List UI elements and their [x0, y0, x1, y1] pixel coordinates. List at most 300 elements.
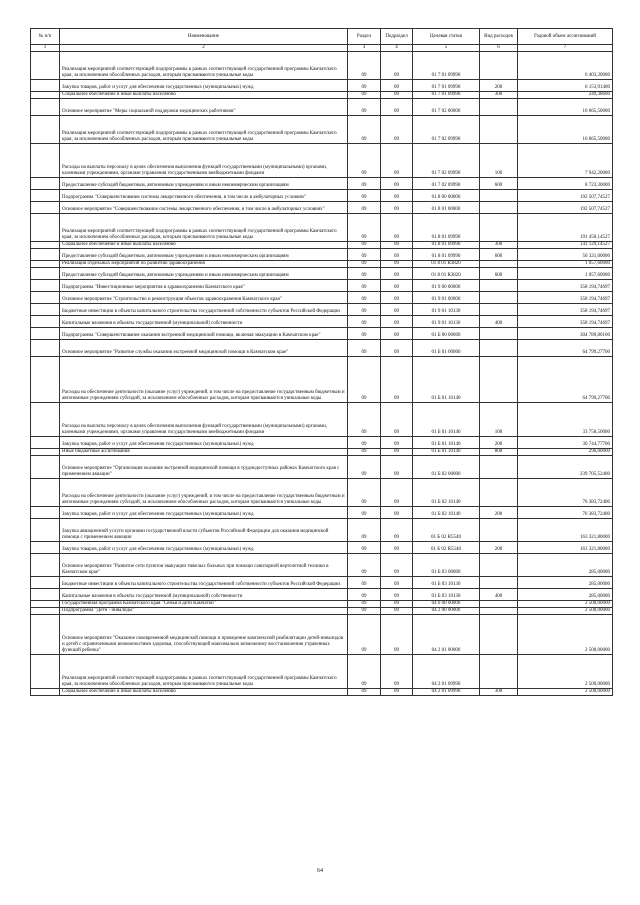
row-expense-type-cell: 600: [480, 268, 518, 280]
row-name-cell: Закупка товаров, работ и услуг для обеспечения государственных (муниципальных) нужд: [60, 80, 348, 92]
row-target-cell: 01 Б 02 R5540: [413, 519, 480, 542]
row-expense-type-cell: [480, 280, 518, 292]
row-number-cell: [31, 292, 60, 304]
row-target-cell: 01 8 01 00000: [413, 202, 480, 214]
row-name-cell: Социальное обеспечение и иные выплаты населению: [60, 242, 348, 249]
row-name-cell: Основное мероприятие "Совершенствование системы лекарственного обеспечения, в том числе в амбулаторных условиях": [60, 202, 348, 214]
row-amount-cell: 358 194,74697: [518, 292, 613, 304]
row-expense-type-cell: 400: [480, 589, 518, 601]
row-expense-type-cell: 200: [480, 507, 518, 519]
row-amount-cell: 76 383,72400: [518, 479, 613, 507]
row-target-cell: 01 8 01 09990: [413, 214, 480, 242]
row-name-cell: Государственная программа Камчатского края "Семья и дети Камчатки": [60, 601, 348, 608]
row-target-cell: 01 7 01 09990: [413, 52, 480, 80]
row-name-cell: Расходы на обеспечение деятельности (оказание услуг) учреждений, в том числе на предоставление государственным бюджетным и автономным учреждениям субсидий, за исключением обособленных расходов, которым присваиваются уникальные коды: [60, 357, 348, 403]
index-cell: 6: [480, 45, 518, 52]
row-name-cell: Основное мероприятие "Развитие службы оказания экстренной медицинской помощи в Камчатском крае": [60, 340, 348, 357]
row-razdel-cell: 09: [348, 178, 381, 190]
table-row: [31, 316, 613, 328]
row-number-cell: [31, 403, 60, 437]
row-expense-type-cell: [480, 479, 518, 507]
row-podrazdel-cell: 09: [381, 214, 413, 242]
table-row: [31, 280, 613, 292]
row-name-cell: Реализация мероприятий соответствующей подпрограммы в рамках соответствующей государственной программы Камчатского края, за исключением обособленных расходов, которым присваиваются уникальные коды: [60, 52, 348, 80]
row-amount-cell: 358 194,74697: [518, 316, 613, 328]
row-number-cell: [31, 615, 60, 655]
row-target-cell: 01 Б 03 00000: [413, 554, 480, 577]
row-amount-cell: 6 403,30000: [518, 52, 613, 80]
table-row: [31, 456, 613, 479]
row-razdel-cell: 09: [348, 507, 381, 519]
row-razdel-cell: 09: [348, 304, 381, 316]
row-razdel-cell: 09: [348, 437, 381, 449]
table-row: [31, 249, 613, 261]
row-razdel-cell: 09: [348, 92, 381, 99]
row-amount-cell: 1 057,60000: [518, 261, 613, 268]
row-podrazdel-cell: 09: [381, 542, 413, 554]
row-name-cell: Предоставление субсидий бюджетным, автономным учреждениям и иным некоммерческим организациям: [60, 178, 348, 190]
row-target-cell: 01 Б 02 10140: [413, 479, 480, 507]
row-number-cell: [31, 479, 60, 507]
row-razdel-cell: 09: [348, 601, 381, 608]
table-row: [31, 437, 613, 449]
row-target-cell: 04 2 01 09990: [413, 689, 480, 696]
row-expense-type-cell: 300: [480, 92, 518, 99]
row-number-cell: [31, 577, 60, 589]
index-cell: 1: [31, 45, 60, 52]
row-name-cell: Основное мероприятие "Строительство и реконструкция объектов здравоохранения Камчатского края": [60, 292, 348, 304]
row-podrazdel-cell: 09: [381, 242, 413, 249]
row-podrazdel-cell: 09: [381, 403, 413, 437]
row-razdel-cell: 09: [348, 589, 381, 601]
table-row: [31, 340, 613, 357]
row-number-cell: [31, 178, 60, 190]
row-razdel-cell: 09: [348, 80, 381, 92]
row-name-cell: Расходы на выплаты персоналу в целях обеспечения выполнения функций государственными (муниципальными) органами, казенными учреждениями, органами управления государственными внебюджетными фондами: [60, 144, 348, 178]
row-number-cell: [31, 449, 60, 456]
row-amount-cell: 163 321,80000: [518, 519, 613, 542]
row-expense-type-cell: [480, 601, 518, 608]
row-razdel-cell: 09: [348, 268, 381, 280]
row-target-cell: 01 8 01 R3820: [413, 261, 480, 268]
row-expense-type-cell: [480, 655, 518, 689]
row-target-cell: 01 Б 00 00000: [413, 328, 480, 340]
row-expense-type-cell: [480, 261, 518, 268]
row-podrazdel-cell: 09: [381, 689, 413, 696]
row-target-cell: 01 7 02 00000: [413, 99, 480, 116]
row-expense-type-cell: 300: [480, 242, 518, 249]
row-amount-cell: 285,00000: [518, 577, 613, 589]
row-target-cell: 01 Б 01 10140: [413, 449, 480, 456]
table-row: [31, 144, 613, 178]
table-row: [31, 615, 613, 655]
row-name-cell: Предоставление субсидий бюджетным, автономным учреждениям и иным некоммерческим организациям: [60, 268, 348, 280]
row-razdel-cell: 09: [348, 261, 381, 268]
row-podrazdel-cell: 09: [381, 615, 413, 655]
row-razdel-cell: 09: [348, 519, 381, 542]
row-number-cell: [31, 340, 60, 357]
row-name-cell: Основное мероприятие "Развитие сети пунктов эвакуации тяжелых больных при помощи санитарной вертолетной техники в Камчатском крае": [60, 554, 348, 577]
table-row: [31, 92, 613, 99]
row-number-cell: [31, 437, 60, 449]
row-razdel-cell: 09: [348, 280, 381, 292]
row-name-cell: Подпрограмма "Совершенствование системы лекарственного обеспечения, в том числе в амбулаторных условиях": [60, 190, 348, 202]
row-number-cell: [31, 190, 60, 202]
row-number-cell: [31, 519, 60, 542]
row-razdel-cell: 09: [348, 608, 381, 615]
row-expense-type-cell: [480, 615, 518, 655]
row-target-cell: 04 2 01 00000: [413, 615, 480, 655]
row-expense-type-cell: 100: [480, 403, 518, 437]
row-podrazdel-cell: 09: [381, 316, 413, 328]
row-expense-type-cell: [480, 116, 518, 144]
row-number-cell: [31, 608, 60, 615]
row-name-cell: Реализация мероприятий соответствующей подпрограммы в рамках соответствующей государственной программы Камчатского края, за исключением обособленных расходов, которым присваиваются уникальные коды: [60, 116, 348, 144]
row-razdel-cell: 09: [348, 328, 381, 340]
row-name-cell: Подпрограмма "Дети - инвалиды": [60, 608, 348, 615]
row-expense-type-cell: 300: [480, 689, 518, 696]
row-razdel-cell: 09: [348, 456, 381, 479]
row-amount-cell: 1 057,60000: [518, 268, 613, 280]
row-podrazdel-cell: 09: [381, 304, 413, 316]
table-row: [31, 689, 613, 696]
row-name-cell: Реализация мероприятий соответствующей подпрограммы в рамках соответствующей государственной программы Камчатского края, за исключением обособленных расходов, которым присваиваются уникальные коды: [60, 655, 348, 689]
row-target-cell: 04 0 00 00000: [413, 601, 480, 608]
row-amount-cell: 358 194,74697: [518, 304, 613, 316]
row-amount-cell: 191 450,14527: [518, 214, 613, 242]
row-number-cell: [31, 242, 60, 249]
table-row: [31, 328, 613, 340]
row-expense-type-cell: 600: [480, 178, 518, 190]
row-number-cell: [31, 304, 60, 316]
row-expense-type-cell: 200: [480, 437, 518, 449]
row-amount-cell: 141 129,14527: [518, 242, 613, 249]
row-target-cell: 01 Б 02 10140: [413, 507, 480, 519]
row-name-cell: Реализация мероприятий соответствующей подпрограммы в рамках соответствующей государственной программы Камчатского края, за исключением обособленных расходов, которым присваиваются уникальные коды: [60, 214, 348, 242]
row-name-cell: Основное мероприятие "Организация оказания экстренной медицинской помощи в труднодоступных районах Камчатского края с применением авиации": [60, 456, 348, 479]
row-amount-cell: 33 758,50000: [518, 403, 613, 437]
row-name-cell: Основное мероприятие "Оказание своевременной медицинской помощи и проведение комплексной реабилитации детей-инвалидов и детей с ограниченными возможностями здоровья, способствующей максимально возможному восстановлению утраченных функций ребенка": [60, 615, 348, 655]
row-razdel-cell: 09: [348, 479, 381, 507]
row-amount-cell: 304 789,80100: [518, 328, 613, 340]
row-number-cell: [31, 92, 60, 99]
row-expense-type-cell: [480, 340, 518, 357]
row-number-cell: [31, 589, 60, 601]
row-amount-cell: 50 321,00000: [518, 249, 613, 261]
row-target-cell: 01 Б 01 00000: [413, 340, 480, 357]
row-podrazdel-cell: 09: [381, 280, 413, 292]
row-razdel-cell: 09: [348, 449, 381, 456]
row-podrazdel-cell: 09: [381, 99, 413, 116]
row-razdel-cell: 09: [348, 242, 381, 249]
row-target-cell: 01 9 00 00000: [413, 280, 480, 292]
row-podrazdel-cell: 09: [381, 608, 413, 615]
row-amount-cell: 239 705,52400: [518, 456, 613, 479]
row-target-cell: 01 8 00 00000: [413, 190, 480, 202]
row-target-cell: 01 9 01 10130: [413, 304, 480, 316]
table-row: [31, 577, 613, 589]
row-name-cell: Капитальные вложения в объекты государственной (муниципальной) собственности: [60, 316, 348, 328]
row-podrazdel-cell: 09: [381, 589, 413, 601]
row-podrazdel-cell: 09: [381, 144, 413, 178]
row-podrazdel-cell: 09: [381, 519, 413, 542]
row-name-cell: Реализация отдельных мероприятий по развитию здравоохранения: [60, 261, 348, 268]
table-row: [31, 403, 613, 437]
index-cell: 5: [413, 45, 480, 52]
table-row: [31, 242, 613, 249]
table-row: [31, 99, 613, 116]
header-cell-razdel: Раздел: [348, 29, 381, 45]
row-podrazdel-cell: 09: [381, 178, 413, 190]
column-index-row: [31, 45, 613, 52]
budget-table: [30, 28, 613, 696]
header-cell-podrazdel: Подраздел: [381, 29, 413, 45]
table-row: [31, 268, 613, 280]
row-razdel-cell: 09: [348, 144, 381, 178]
table-row: [31, 80, 613, 92]
index-cell: 4: [381, 45, 413, 52]
row-name-cell: Расходы на выплаты персоналу в целях обеспечения выполнения функций государственными (муниципальными) органами, казенными учреждениями, органами управления государственными внебюджетными фондами: [60, 403, 348, 437]
row-razdel-cell: 09: [348, 554, 381, 577]
table-row: [31, 655, 613, 689]
row-expense-type-cell: [480, 554, 518, 577]
table-row: [31, 261, 613, 268]
row-number-cell: [31, 328, 60, 340]
row-podrazdel-cell: 09: [381, 554, 413, 577]
row-name-cell: Подпрограмма "Инвестиционные мероприятия в здравоохранении Камчатского края": [60, 280, 348, 292]
row-podrazdel-cell: 09: [381, 456, 413, 479]
row-razdel-cell: 09: [348, 577, 381, 589]
row-podrazdel-cell: 09: [381, 357, 413, 403]
row-number-cell: [31, 456, 60, 479]
index-cell: 3: [348, 45, 381, 52]
row-target-cell: 01 7 02 09990: [413, 116, 480, 144]
row-number-cell: [31, 689, 60, 696]
row-razdel-cell: 09: [348, 655, 381, 689]
row-podrazdel-cell: 09: [381, 261, 413, 268]
row-podrazdel-cell: 09: [381, 340, 413, 357]
header-cell-number: № п/п: [31, 29, 60, 45]
row-amount-cell: 8 723,30000: [518, 178, 613, 190]
row-podrazdel-cell: 09: [381, 292, 413, 304]
row-expense-type-cell: [480, 190, 518, 202]
row-number-cell: [31, 261, 60, 268]
row-amount-cell: 192 507,74527: [518, 202, 613, 214]
row-target-cell: 01 Б 03 10130: [413, 577, 480, 589]
table-row: [31, 601, 613, 608]
row-target-cell: 01 Б 01 10140: [413, 357, 480, 403]
row-expense-type-cell: [480, 519, 518, 542]
row-target-cell: 01 Б 02 00000: [413, 456, 480, 479]
row-target-cell: 01 7 01 09990: [413, 92, 480, 99]
row-expense-type-cell: [480, 202, 518, 214]
row-amount-cell: 64 799,27700: [518, 340, 613, 357]
row-target-cell: 04 2 00 00000: [413, 608, 480, 615]
row-name-cell: Подпрограмма "Совершенствование оказания экстренной медицинской помощи, включая эвакуацию в Камчатском крае": [60, 328, 348, 340]
row-podrazdel-cell: 09: [381, 190, 413, 202]
row-razdel-cell: 09: [348, 403, 381, 437]
row-number-cell: [31, 99, 60, 116]
row-podrazdel-cell: 09: [381, 577, 413, 589]
row-amount-cell: 249,38600: [518, 92, 613, 99]
row-target-cell: 01 7 02 09990: [413, 144, 480, 178]
row-expense-type-cell: [480, 328, 518, 340]
index-cell: 7: [518, 45, 613, 52]
header-cell-target: Целевая статья: [413, 29, 480, 45]
row-number-cell: [31, 316, 60, 328]
row-number-cell: [31, 357, 60, 403]
row-target-cell: 01 8 01 09990: [413, 242, 480, 249]
row-name-cell: Закупка авиационной услуги органами государственной власти субъектов Российской Федерации для оказания медицинской помощи с применением авиации: [60, 519, 348, 542]
row-razdel-cell: 09: [348, 340, 381, 357]
row-razdel-cell: 09: [348, 190, 381, 202]
row-amount-cell: 16 665,50000: [518, 99, 613, 116]
table-row: [31, 479, 613, 507]
table-row: [31, 608, 613, 615]
row-expense-type-cell: 600: [480, 249, 518, 261]
row-amount-cell: 16 665,50000: [518, 116, 613, 144]
row-razdel-cell: 09: [348, 316, 381, 328]
row-number-cell: [31, 214, 60, 242]
row-expense-type-cell: 200: [480, 80, 518, 92]
row-amount-cell: 2 500,00000: [518, 689, 613, 696]
row-expense-type-cell: 800: [480, 449, 518, 456]
row-amount-cell: 2 500,00000: [518, 615, 613, 655]
row-razdel-cell: 09: [348, 357, 381, 403]
row-name-cell: Бюджетные инвестиции в объекты капитального строительства государственной собственности субъектов Российской Федерации: [60, 577, 348, 589]
row-target-cell: 01 Б 02 R5540: [413, 542, 480, 554]
row-amount-cell: 2 500,00000: [518, 608, 613, 615]
row-name-cell: Основное мероприятие "Меры социальной поддержки медицинских работников": [60, 99, 348, 116]
row-number-cell: [31, 542, 60, 554]
row-number-cell: [31, 280, 60, 292]
row-expense-type-cell: 400: [480, 316, 518, 328]
table-row: [31, 190, 613, 202]
row-target-cell: 01 8 01 R3820: [413, 268, 480, 280]
row-target-cell: 01 Б 01 10140: [413, 403, 480, 437]
row-number-cell: [31, 202, 60, 214]
row-name-cell: Расходы на обеспечение деятельности (оказание услуг) учреждений, в том числе на предоставление государственным бюджетным и автономным учреждениям субсидий, за исключением обособленных расходов, которым присваиваются уникальные коды: [60, 479, 348, 507]
row-razdel-cell: 09: [348, 99, 381, 116]
row-amount-cell: 76 383,72400: [518, 507, 613, 519]
row-number-cell: [31, 655, 60, 689]
row-target-cell: 01 Б 01 10140: [413, 437, 480, 449]
budget-table-page: [30, 28, 612, 696]
table-row: [31, 507, 613, 519]
table-row: [31, 589, 613, 601]
row-expense-type-cell: 200: [480, 542, 518, 554]
row-name-cell: Закупка товаров, работ и услуг для обеспечения государственных (муниципальных) нужд: [60, 437, 348, 449]
row-number-cell: [31, 80, 60, 92]
row-amount-cell: 6 153,91400: [518, 80, 613, 92]
row-razdel-cell: 09: [348, 615, 381, 655]
row-podrazdel-cell: 09: [381, 249, 413, 261]
row-expense-type-cell: [480, 304, 518, 316]
row-podrazdel-cell: 09: [381, 449, 413, 456]
row-number-cell: [31, 52, 60, 80]
row-podrazdel-cell: 09: [381, 116, 413, 144]
row-name-cell: Социальное обеспечение и иные выплаты населению: [60, 92, 348, 99]
row-name-cell: Закупка товаров, работ и услуг для обеспечения государственных (муниципальных) нужд: [60, 507, 348, 519]
header-row: [31, 29, 613, 45]
row-amount-cell: 2 500,00000: [518, 655, 613, 689]
row-target-cell: 01 7 01 09990: [413, 80, 480, 92]
row-amount-cell: 30 744,77700: [518, 437, 613, 449]
table-row: [31, 116, 613, 144]
table-row: [31, 542, 613, 554]
row-amount-cell: 285,00000: [518, 554, 613, 577]
row-podrazdel-cell: 09: [381, 437, 413, 449]
row-number-cell: [31, 507, 60, 519]
row-expense-type-cell: [480, 214, 518, 242]
row-expense-type-cell: [480, 52, 518, 80]
row-razdel-cell: 09: [348, 542, 381, 554]
row-name-cell: Иные бюджетные ассигнования: [60, 449, 348, 456]
row-amount-cell: 163 321,80000: [518, 542, 613, 554]
row-razdel-cell: 09: [348, 202, 381, 214]
page-number: 64: [317, 868, 323, 874]
row-amount-cell: 296,00000: [518, 449, 613, 456]
row-amount-cell: 2 500,00000: [518, 601, 613, 608]
row-razdel-cell: 09: [348, 689, 381, 696]
row-expense-type-cell: [480, 608, 518, 615]
row-expense-type-cell: [480, 577, 518, 589]
row-amount-cell: 285,00000: [518, 589, 613, 601]
row-number-cell: [31, 249, 60, 261]
row-razdel-cell: 09: [348, 214, 381, 242]
row-expense-type-cell: [480, 456, 518, 479]
row-razdel-cell: 09: [348, 292, 381, 304]
row-target-cell: 04 2 01 09990: [413, 655, 480, 689]
row-podrazdel-cell: 09: [381, 328, 413, 340]
row-target-cell: 01 8 01 09990: [413, 249, 480, 261]
row-razdel-cell: 09: [348, 249, 381, 261]
row-amount-cell: 358 194,74697: [518, 280, 613, 292]
row-podrazdel-cell: 09: [381, 268, 413, 280]
table-row: [31, 52, 613, 80]
table-body: [31, 52, 613, 696]
row-number-cell: [31, 144, 60, 178]
row-podrazdel-cell: 09: [381, 92, 413, 99]
row-podrazdel-cell: 09: [381, 507, 413, 519]
table-row: [31, 304, 613, 316]
row-expense-type-cell: 100: [480, 144, 518, 178]
row-podrazdel-cell: 09: [381, 601, 413, 608]
row-amount-cell: 64 799,27700: [518, 357, 613, 403]
table-row: [31, 202, 613, 214]
index-cell: 2: [60, 45, 348, 52]
row-podrazdel-cell: 09: [381, 52, 413, 80]
row-podrazdel-cell: 09: [381, 202, 413, 214]
table-row: [31, 214, 613, 242]
header-cell-expense-type: Вид расходов: [480, 29, 518, 45]
row-target-cell: 01 Б 03 10130: [413, 589, 480, 601]
header-cell-amount: Годовой объем ассигнований: [518, 29, 613, 45]
row-amount-cell: 192 507,74527: [518, 190, 613, 202]
table-row: [31, 357, 613, 403]
table-row: [31, 178, 613, 190]
header-cell-name: Наименование: [60, 29, 348, 45]
row-number-cell: [31, 554, 60, 577]
row-expense-type-cell: [480, 292, 518, 304]
row-name-cell: Социальное обеспечение и иные выплаты населению: [60, 689, 348, 696]
row-number-cell: [31, 601, 60, 608]
row-amount-cell: 7 942,20000: [518, 144, 613, 178]
table-row: [31, 292, 613, 304]
row-target-cell: 01 9 01 00000: [413, 292, 480, 304]
row-podrazdel-cell: 09: [381, 479, 413, 507]
row-expense-type-cell: [480, 99, 518, 116]
